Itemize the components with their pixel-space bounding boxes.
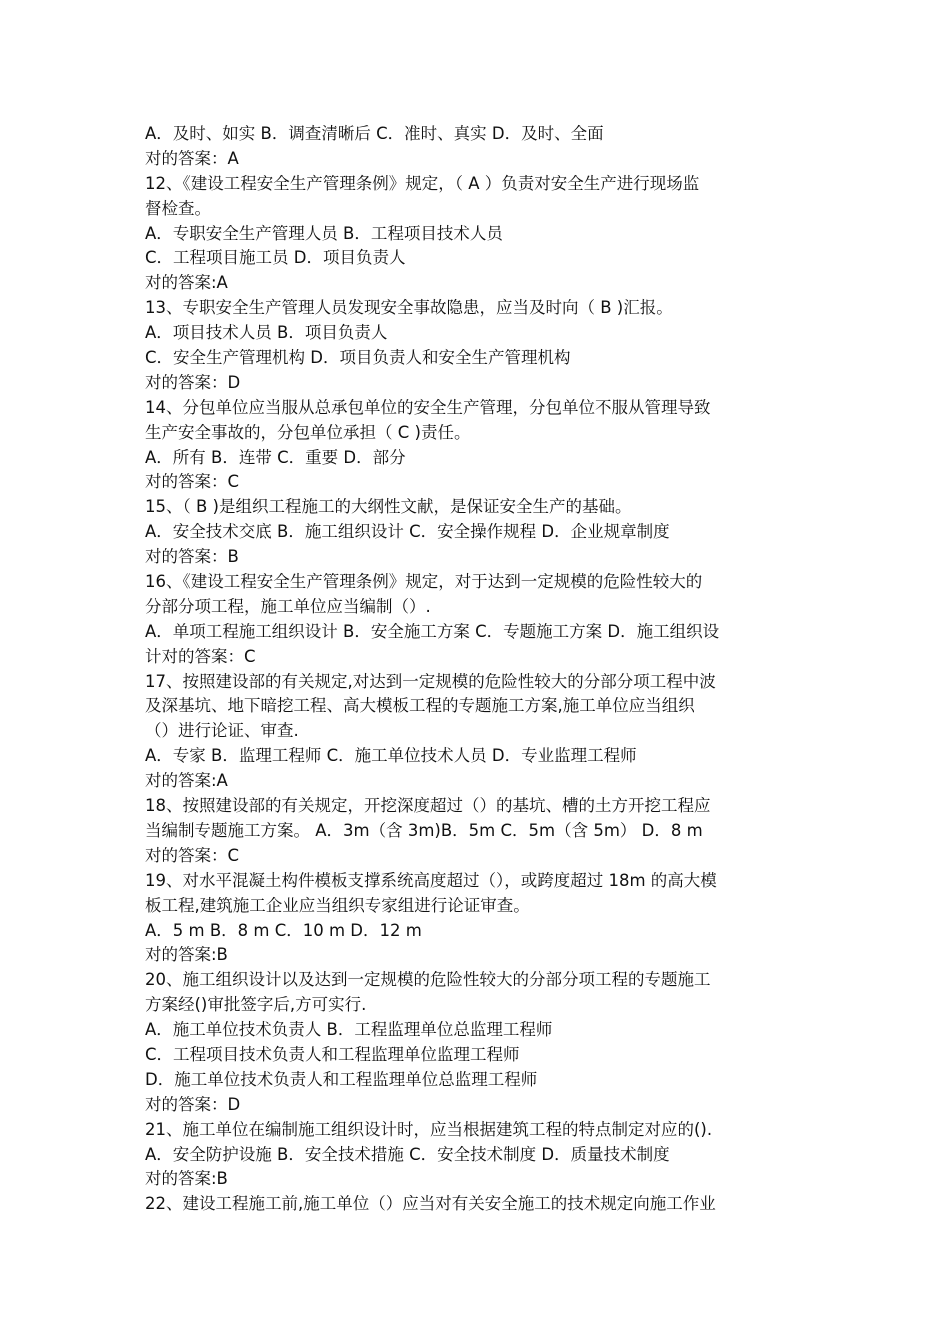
text-line: C．工程项目技术负责人和工程监理单位监理工程师 xyxy=(145,1044,520,1064)
text-line: 当编制专题施工方案。 A．3m（含 3m)B．5m C．5m（含 5m） D．8 m xyxy=(145,820,703,840)
text-line: A．5 m B．8 m C．10 m D．12 m xyxy=(145,920,422,940)
text-line: A．专家 B．监理工程师 C．施工单位技术人员 D．专业监理工程师 xyxy=(145,746,637,766)
text-line: 对的答案:A xyxy=(145,771,228,791)
text-line: 对的答案：C xyxy=(145,472,240,492)
text-line: C．工程项目施工员 D．项目负责人 xyxy=(145,248,406,268)
text-line: 22、建设工程施工前,施工单位（）应当对有关安全施工的技术规定向施工作业 xyxy=(145,1194,716,1214)
text-line: 16、《建设工程安全生产管理条例》规定，对于达到一定规模的危险性较大的 xyxy=(145,572,703,592)
text-line: 对的答案：C xyxy=(145,845,240,865)
text-line: 分部分项工程，施工单位应当编制（）. xyxy=(145,596,431,616)
text-line: 计对的答案：C xyxy=(145,646,256,666)
text-line: 对的答案：D xyxy=(145,1094,241,1114)
text-line: 方案经()审批签字后,方可实行. xyxy=(145,995,367,1015)
text-line: 12、《建设工程安全生产管理条例》规定，（ A ）负责对安全生产进行现场监 xyxy=(145,173,700,193)
text-line: 19、对水平混凝土构件模板支撑系统高度超过（），或跨度超过 18m 的高大模 xyxy=(145,870,717,890)
text-line: A．安全技术交底 B．施工组织设计 C．安全操作规程 D．企业规章制度 xyxy=(145,522,670,542)
text-line: 督检查。 xyxy=(145,198,211,218)
text-line: 对的答案:A xyxy=(145,273,228,293)
text-line: C．安全生产管理机构 D．项目负责人和安全生产管理机构 xyxy=(145,348,571,368)
text-line: 20、施工组织设计以及达到一定规模的危险性较大的分部分项工程的专题施工 xyxy=(145,970,711,990)
text-line: 生产安全事故的，分包单位承担（ C )责任。 xyxy=(145,422,471,442)
text-line: A．所有 B．连带 C．重要 D．部分 xyxy=(145,447,406,467)
text-line: 对的答案：B xyxy=(145,547,239,567)
text-line: 15、（ B )是组织工程施工的大纲性文献，是保证安全生产的基础。 xyxy=(145,497,632,517)
text-line: A．单项工程施工组织设计 B．安全施工方案 C．专题施工方案 D．施工组织设 xyxy=(145,621,720,641)
text-line: 18、按照建设部的有关规定，开挖深度超过（）的基坑、槽的土方开挖工程应 xyxy=(145,796,711,816)
text-line: A．及时、如实 B．调查清晰后 C．准时、真实 D．及时、全面 xyxy=(145,124,604,143)
text-line: 17、按照建设部的有关规定,对达到一定规模的危险性较大的分部分项工程中波 xyxy=(145,671,716,691)
text-line: A．项目技术人员 B．项目负责人 xyxy=(145,323,388,343)
text-line: 及深基坑、地下暗挖工程、高大模板工程的专题施工方案,施工单位应当组织 xyxy=(145,696,695,716)
document-body xyxy=(145,122,810,1217)
text-line: 13、专职安全生产管理人员发现安全事故隐患，应当及时向（ B )汇报。 xyxy=(145,298,673,318)
text-line: 21、施工单位在编制施工组织设计时，应当根据建筑工程的特点制定对应的(). xyxy=(145,1119,713,1139)
text-line: 对的答案：D xyxy=(145,372,241,392)
text-line: D．施工单位技术负责人和工程监理单位总监理工程师 xyxy=(145,1069,538,1089)
text-line: 对的答案:B xyxy=(145,945,228,965)
text-line: A．安全防护设施 B．安全技术措施 C．安全技术制度 D．质量技术制度 xyxy=(145,1144,670,1164)
text-line: （）进行论证、审查. xyxy=(145,721,299,741)
text-line: 板工程,建筑施工企业应当组织专家组进行论证审查。 xyxy=(145,895,530,915)
text-line: 对的答案:B xyxy=(145,1169,228,1189)
text-line: 14、分包单位应当服从总承包单位的安全生产管理，分包单位不服从管理导致 xyxy=(145,397,711,417)
text-line: 对的答案：A xyxy=(145,148,239,168)
text-line: A．施工单位技术负责人 B．工程监理单位总监理工程师 xyxy=(145,1020,553,1040)
text-line: A．专职安全生产管理人员 B．工程项目技术人员 xyxy=(145,223,503,243)
